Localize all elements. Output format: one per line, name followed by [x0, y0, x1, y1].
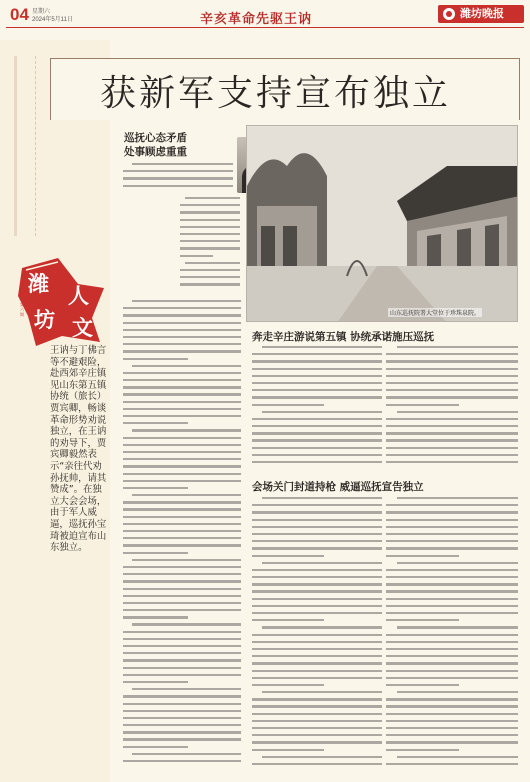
text-line: [123, 602, 241, 604]
text-line: [123, 746, 188, 748]
logo-char-1: 潍: [28, 271, 49, 296]
text-line: [397, 411, 518, 413]
text-line: [386, 720, 518, 722]
text-line: [123, 638, 241, 640]
text-line: [262, 497, 382, 499]
text-line: [386, 353, 518, 355]
text-line: [386, 418, 518, 420]
text-line: [252, 619, 324, 621]
text-line: [123, 487, 188, 489]
text-line: [252, 382, 382, 384]
text-line: [252, 713, 382, 715]
text-line: [262, 562, 382, 564]
text-line: [262, 626, 382, 628]
section-1-title-line-1: 巡抚心态矛盾: [124, 132, 187, 144]
text-line: [180, 283, 240, 285]
masthead-logo: [438, 5, 524, 23]
text-line: [180, 240, 240, 242]
text-line: [123, 415, 241, 417]
text-line: [123, 379, 241, 381]
text-line: [252, 425, 382, 427]
text-line: [132, 429, 241, 431]
text-line: [397, 691, 518, 693]
text-line: [132, 163, 233, 165]
text-line: [180, 247, 240, 249]
text-line: [180, 204, 240, 206]
text-line: [252, 576, 382, 578]
text-line: [123, 437, 241, 439]
text-line: [252, 749, 324, 751]
text-line: [132, 300, 241, 302]
text-line: [262, 346, 382, 348]
text-line: [123, 480, 241, 482]
text-line: [386, 382, 518, 384]
issue-date: 2024年5月11日: [32, 17, 73, 23]
text-line: [252, 670, 382, 672]
text-line: [252, 684, 324, 686]
text-line: [397, 562, 518, 564]
masthead-emblem-icon: [443, 8, 455, 20]
text-line: [123, 738, 241, 740]
text-line: [123, 652, 241, 654]
text-line: [180, 269, 240, 271]
text-line: [262, 411, 382, 413]
text-line: [123, 170, 233, 172]
text-line: [252, 461, 382, 463]
body-column-3-section-2: [386, 346, 518, 474]
text-line: [252, 418, 382, 420]
logo-issue-label: 第六期: [20, 302, 24, 317]
text-line: [123, 508, 241, 510]
text-line: [252, 432, 382, 434]
column-title: 辛亥革命先驱王讷: [200, 12, 313, 27]
text-line: [386, 605, 518, 607]
text-line: [386, 425, 518, 427]
text-line: [252, 547, 382, 549]
text-line: [123, 350, 241, 352]
text-line: [386, 461, 518, 463]
text-line: [386, 447, 518, 449]
column-logo: [18, 258, 104, 346]
text-line: [185, 262, 240, 264]
text-line: [132, 494, 241, 496]
text-line: [386, 641, 518, 643]
text-line: [386, 670, 518, 672]
text-line: [386, 576, 518, 578]
text-line: [123, 343, 241, 345]
text-line: [386, 662, 518, 664]
text-line: [123, 501, 241, 503]
text-line: [123, 473, 241, 475]
text-line: [386, 655, 518, 657]
text-line: [386, 375, 518, 377]
text-line: [123, 386, 241, 388]
text-line: [123, 681, 188, 683]
text-line: [123, 645, 241, 647]
text-line: [180, 255, 213, 257]
text-line: [252, 569, 382, 571]
text-line: [252, 705, 382, 707]
text-line: [123, 552, 188, 554]
text-line: [386, 519, 518, 521]
text-line: [252, 583, 382, 585]
page-number: 04: [10, 5, 29, 24]
text-line: [132, 559, 241, 561]
text-line: [386, 612, 518, 614]
text-line: [397, 626, 518, 628]
text-line: [123, 336, 241, 338]
text-line: [123, 588, 241, 590]
text-line: [185, 197, 240, 199]
text-line: [397, 346, 518, 348]
text-line: [262, 691, 382, 693]
text-line: [386, 389, 518, 391]
text-line: [132, 688, 241, 690]
text-line: [252, 763, 382, 765]
text-line: [252, 540, 382, 542]
section-3-title: 会场关门封道持枪 威逼巡抚宣告独立: [252, 481, 424, 493]
text-line: [386, 360, 518, 362]
text-line: [386, 705, 518, 707]
text-line: [180, 211, 240, 213]
text-line: [252, 375, 382, 377]
page-header: [0, 0, 530, 28]
text-line: [252, 389, 382, 391]
text-line: [386, 511, 518, 513]
text-line: [123, 516, 241, 518]
text-line: [386, 583, 518, 585]
text-line: [132, 623, 241, 625]
text-line: [386, 741, 518, 743]
text-line: [386, 590, 518, 592]
text-line: [123, 393, 241, 395]
text-line: [123, 674, 241, 676]
text-line: [252, 404, 324, 406]
text-line: [386, 432, 518, 434]
section-2-title: 奔走辛庄游说第五镇 协统承诺施压巡抚: [252, 331, 435, 343]
text-line: [123, 372, 241, 374]
text-line: [252, 662, 382, 664]
text-line: [252, 590, 382, 592]
text-line: [386, 749, 459, 751]
text-line: [123, 530, 241, 532]
text-line: [123, 307, 241, 309]
text-line: [262, 756, 382, 758]
text-line: [123, 703, 241, 705]
text-line: [386, 526, 518, 528]
body-column-2-section-3: [252, 497, 382, 772]
text-line: [386, 396, 518, 398]
body-column-2-section-2: [252, 346, 382, 470]
text-line: [180, 219, 240, 221]
text-line: [386, 454, 518, 456]
text-line: [252, 555, 324, 557]
text-line: [123, 724, 241, 726]
text-line: [386, 533, 518, 535]
text-line: [252, 641, 382, 643]
text-line: [252, 648, 382, 650]
text-line: [123, 329, 241, 331]
weekday: 星期六: [32, 9, 51, 15]
text-line: [252, 439, 382, 441]
text-line: [252, 741, 382, 743]
text-line: [123, 595, 241, 597]
text-line: [123, 537, 241, 539]
text-line: [386, 368, 518, 370]
photo-caption: 山东巡抚院署大堂位于珍珠泉院。: [390, 310, 481, 317]
text-line: [252, 655, 382, 657]
text-line: [123, 616, 188, 618]
text-line: [123, 314, 241, 316]
courtyard-image-icon: [247, 126, 518, 322]
body-column-1-upper: [123, 163, 233, 195]
text-line: [386, 698, 518, 700]
text-line: [386, 598, 518, 600]
text-line: [252, 533, 382, 535]
text-line: [180, 233, 240, 235]
text-line: [123, 731, 241, 733]
logo-char-4: 文: [72, 315, 93, 340]
text-line: [386, 504, 518, 506]
text-line: [386, 763, 518, 765]
text-line: [252, 734, 382, 736]
text-line: [123, 667, 241, 669]
text-line: [123, 573, 241, 575]
text-line: [252, 360, 382, 362]
text-line: [252, 353, 382, 355]
text-line: [386, 677, 518, 679]
text-line: [252, 634, 382, 636]
main-headline: 获新军支持宣布独立: [100, 73, 452, 114]
text-line: [180, 276, 240, 278]
text-line: [386, 634, 518, 636]
text-line: [386, 555, 459, 557]
text-line: [123, 322, 241, 324]
text-line: [123, 465, 241, 467]
text-line: [123, 422, 188, 424]
text-line: [123, 177, 233, 179]
text-line: [123, 544, 241, 546]
text-line: [252, 727, 382, 729]
text-line: [252, 598, 382, 600]
text-line: [123, 401, 241, 403]
section-1-title-line-2: 处事顾虑重重: [124, 146, 187, 158]
text-line: [386, 684, 459, 686]
text-line: [386, 734, 518, 736]
text-line: [252, 511, 382, 513]
text-line: [123, 695, 241, 697]
text-line: [386, 713, 518, 715]
text-line: [252, 526, 382, 528]
text-line: [252, 396, 382, 398]
text-line: [397, 756, 518, 758]
text-line: [386, 648, 518, 650]
text-line: [123, 580, 241, 582]
text-line: [123, 523, 241, 525]
body-column-1-beside-portrait: [180, 197, 240, 297]
body-column-3-section-3: [386, 497, 518, 772]
text-line: [132, 753, 241, 755]
text-line: [132, 365, 241, 367]
text-line: [123, 451, 241, 453]
text-line: [252, 720, 382, 722]
text-line: [386, 540, 518, 542]
text-line: [123, 444, 241, 446]
text-line: [123, 659, 241, 661]
text-line: [123, 408, 241, 410]
text-line: [123, 631, 241, 633]
text-line: [123, 710, 241, 712]
text-line: [252, 504, 382, 506]
text-line: [252, 677, 382, 679]
text-line: [252, 698, 382, 700]
text-line: [397, 497, 518, 499]
text-line: [180, 226, 240, 228]
text-line: [386, 727, 518, 729]
text-line: [252, 612, 382, 614]
text-line: [252, 447, 382, 449]
text-line: [386, 404, 459, 406]
text-line: [123, 760, 241, 762]
text-line: [252, 519, 382, 521]
text-line: [386, 619, 459, 621]
lead-paragraph: 王讷与丁佛言等不避艰险，赴西郊辛庄镇见山东第五镇协统（旅长）贾宾卿，畅谈革命形势劝说独立，在王讷的劝导下，贾宾卿毅然表示“亲往代劝孙抚帅，请其赞成”。在独立大会会场，由于军人威逼，巡抚孙宝琦被迫宣布山东独立。: [50, 345, 107, 554]
text-line: [252, 368, 382, 370]
header-rule: [6, 27, 524, 28]
text-line: [252, 454, 382, 456]
text-line: [123, 609, 241, 611]
text-line: [386, 439, 518, 441]
text-line: [123, 358, 188, 360]
text-line: [386, 547, 518, 549]
text-line: [123, 566, 241, 568]
logo-char-3: 坊: [34, 307, 55, 332]
text-line: [252, 605, 382, 607]
text-line: [123, 717, 241, 719]
decorative-strip: [14, 56, 36, 236]
text-line: [123, 185, 233, 187]
logo-char-2: 人: [68, 283, 89, 308]
body-column-1: [123, 300, 241, 770]
text-line: [386, 569, 518, 571]
text-line: [123, 458, 241, 460]
masthead-name: 潍坊晚报: [460, 7, 504, 20]
news-photo: [246, 125, 518, 322]
